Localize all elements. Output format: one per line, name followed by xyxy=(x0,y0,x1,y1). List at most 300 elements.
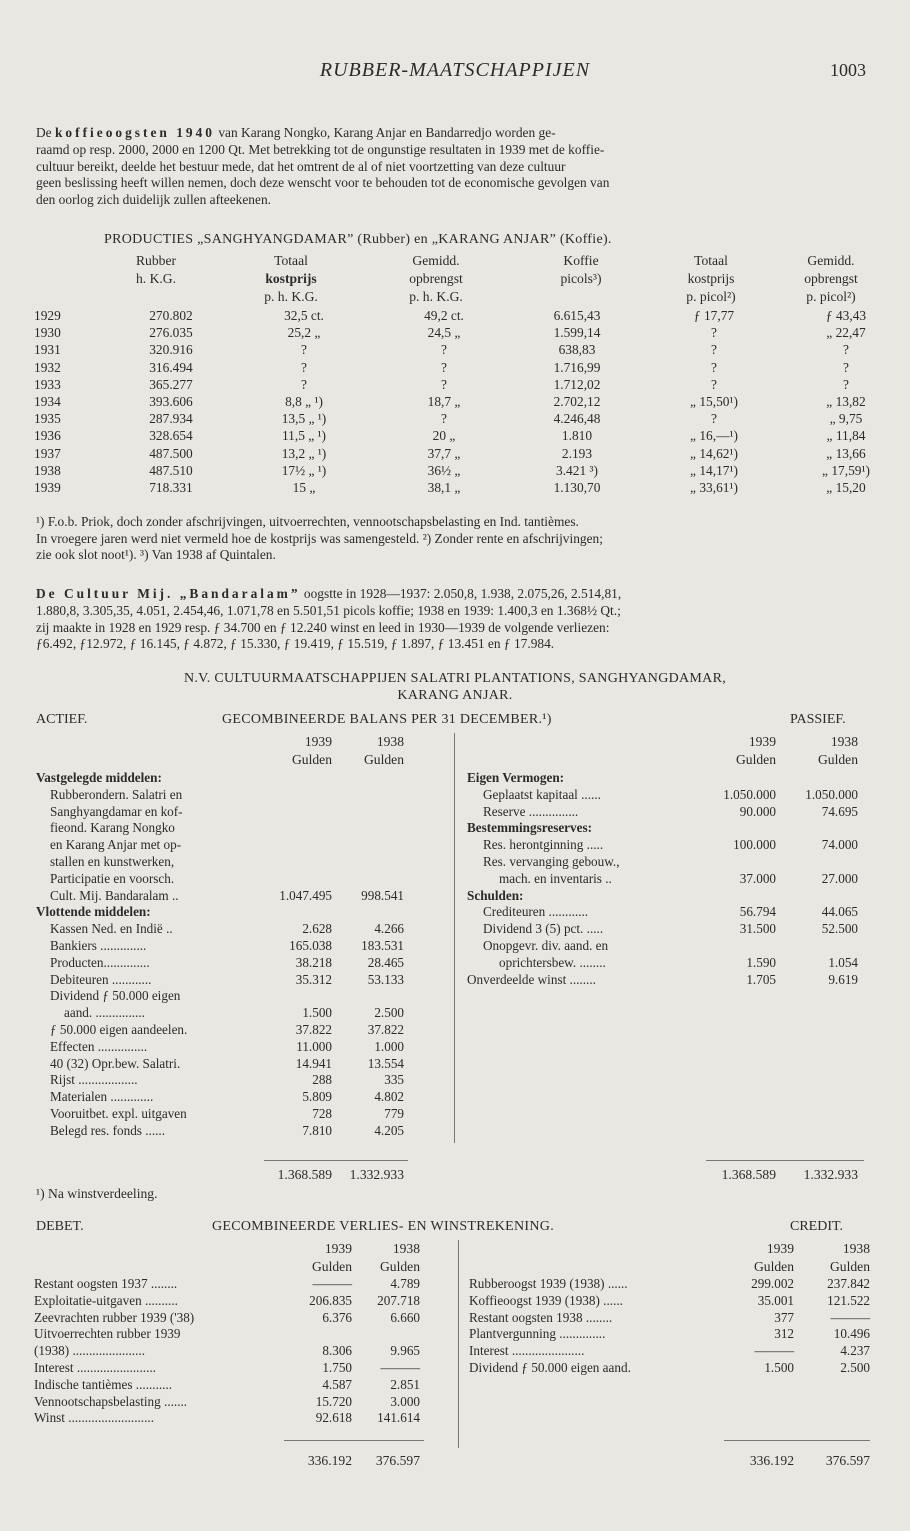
list-item xyxy=(36,1072,416,1089)
list-item xyxy=(36,820,416,837)
intro-spaced-heading: koffieoogsten 1940 xyxy=(54,125,215,140)
item-value-year2: 53.133 xyxy=(367,971,404,987)
item-value-year2: 779 xyxy=(384,1105,404,1121)
table-cell: 20 „ xyxy=(432,428,456,444)
productions-table xyxy=(34,307,904,496)
item-label: 40 (32) Opr.bew. Salatri. xyxy=(50,1055,181,1071)
table-cell: ƒ 43,43 xyxy=(825,308,867,324)
item-label: Vooruitbet. expl. uitgaven xyxy=(50,1105,187,1121)
item-label: Indische tantièmes ........... xyxy=(34,1376,173,1392)
item-label: Rubberoogst 1939 (1938) ...... xyxy=(469,1276,628,1291)
pl-credit-rule xyxy=(724,1440,870,1441)
total-credit-1939: 336.192 xyxy=(749,1453,794,1468)
pl-divider xyxy=(458,1240,459,1448)
company-title-line-1: N.V. CULTUURMAATSCHAPPIJEN SALATRI PLANTATIONS, SANGHYANGDAMAR, xyxy=(183,671,727,686)
item-label: Crediteuren ............ xyxy=(483,904,589,920)
list-item xyxy=(36,1106,416,1123)
item-label: Zeevrachten rubber 1939 ('38) xyxy=(34,1309,195,1325)
item-value-year2: 1.054 xyxy=(828,954,858,970)
item-label: (1938) ...................... xyxy=(34,1343,145,1359)
item-value-year1: 7.810 xyxy=(302,1122,332,1138)
item-label: Debiteuren ............ xyxy=(50,971,152,987)
table-row xyxy=(34,462,904,479)
pl-credit-year1: 1939 Gulden xyxy=(753,1241,794,1274)
table-cell: 1938 xyxy=(34,462,61,478)
table-cell: ? xyxy=(711,376,717,392)
footnote-1: ¹) F.o.b. Priok, doch zonder afschrijvingen, uitvoerrechten, vennootschapsbelasting en Ind. tantièmes. xyxy=(36,514,579,529)
table-cell: 1929 xyxy=(34,308,61,324)
item-label: Plantvergunning .............. xyxy=(469,1326,606,1342)
total-debet-1939: 336.192 xyxy=(307,1453,352,1468)
list-item xyxy=(36,938,416,955)
item-label: Dividend ƒ 50.000 eigen aand. xyxy=(469,1359,631,1375)
table-cell: 487.510 xyxy=(149,462,193,478)
table-cell: 320.916 xyxy=(149,342,193,358)
table-cell: 1932 xyxy=(34,359,61,375)
item-value-year2: 6.660 xyxy=(390,1309,420,1325)
list-item xyxy=(36,770,416,787)
intro-line-2: raamd op resp. 2000, 2000 en 1200 Qt. Met betrekking tot de ongunstige resultaten in 1939 met de koffie- xyxy=(36,141,605,157)
table-cell: „ 14,62¹) xyxy=(690,445,738,461)
list-item xyxy=(36,988,416,1005)
table-row xyxy=(34,445,904,462)
item-label: Winst .......................... xyxy=(34,1410,154,1426)
total-debet-1938: 376.597 xyxy=(375,1453,420,1468)
list-item xyxy=(469,1276,879,1293)
list-item xyxy=(34,1410,434,1427)
balance-actief-year2: 1938 Gulden xyxy=(363,734,404,767)
productions-footnotes xyxy=(36,514,872,564)
header-opbrengst-rubber: Gemidd. opbrengst p. h. K.G. xyxy=(409,253,463,304)
item-value-year2: 2.500 xyxy=(840,1359,870,1375)
item-label: Res. herontginning ..... xyxy=(483,837,604,853)
balance-divider xyxy=(454,733,455,1143)
table-row xyxy=(34,341,904,358)
item-label: Interest ........................ xyxy=(34,1359,156,1375)
list-item xyxy=(36,904,416,921)
item-label: Bankiers .............. xyxy=(50,937,147,953)
list-item xyxy=(467,837,867,854)
item-label: mach. en inventaris .. xyxy=(499,870,612,886)
table-cell: 13,2 „ ¹) xyxy=(281,445,327,461)
item-label: Bestemmingsreserves: xyxy=(467,820,592,836)
table-cell: 1.130,70 xyxy=(553,479,601,495)
list-item xyxy=(36,787,416,804)
pl-debet-list xyxy=(34,1276,434,1427)
item-label: Dividend 3 (5) pct. ..... xyxy=(483,921,604,937)
item-value-year1: 92.618 xyxy=(315,1410,352,1426)
item-label: Uitvoerrechten rubber 1939 xyxy=(34,1326,181,1342)
item-value-year2: 4.237 xyxy=(840,1343,870,1359)
balance-passief-rule xyxy=(706,1160,864,1161)
table-cell: „ 13,82 xyxy=(826,394,866,410)
list-item xyxy=(36,1022,416,1039)
item-value-year1: ——— xyxy=(312,1276,352,1291)
table-row xyxy=(34,427,904,444)
table-cell: 6.615,43 xyxy=(553,308,601,324)
table-cell: 1.810 xyxy=(561,428,593,444)
item-value-year1: 5.809 xyxy=(302,1089,332,1105)
item-label: Koffieoogst 1939 (1938) ...... xyxy=(469,1292,623,1308)
item-value-year1: 288 xyxy=(312,1072,332,1088)
table-cell: 1.712,02 xyxy=(553,376,601,392)
item-value-year2: 10.496 xyxy=(833,1326,870,1342)
balance-actief-head: ACTIEF. xyxy=(36,712,88,727)
balance-actief-list xyxy=(36,770,416,1140)
list-item xyxy=(34,1276,434,1293)
table-cell: 24,5 „ xyxy=(427,325,461,341)
pl-debet-head: DEBET. xyxy=(36,1219,84,1234)
table-cell: 365.277 xyxy=(149,376,193,392)
pl-credit-year2: 1938 Gulden xyxy=(829,1241,870,1274)
list-item xyxy=(36,1089,416,1106)
table-cell: 11,5 „ ¹) xyxy=(281,428,327,444)
table-cell: 1936 xyxy=(34,428,61,444)
item-value-year1: 8.306 xyxy=(322,1343,352,1359)
table-cell: 2.193 xyxy=(561,445,593,461)
item-value-year2: 9.619 xyxy=(828,971,858,987)
intro-line-5: den oorlog zich duidelijk zullen afteekenen. xyxy=(36,192,271,208)
bandaralam-paragraph xyxy=(36,586,868,653)
item-label: Schulden: xyxy=(467,887,524,903)
item-value-year2: 2.500 xyxy=(374,1005,404,1021)
intro-line-1: De koffieoogsten 1940 van Karang Nongko, Karang Anjar en Bandarredjo worden ge- xyxy=(36,125,556,140)
list-item xyxy=(36,1056,416,1073)
bandaralam-line-4: ƒ6.492, ƒ12.972, ƒ 16.145, ƒ 4.872, ƒ 15.330, ƒ 19.419, ƒ 15.519, ƒ 1.897, ƒ 13.451 en ƒ 17.984. xyxy=(36,636,555,652)
item-label: Participatie en voorsch. xyxy=(50,870,175,886)
pl-debet-rule xyxy=(284,1440,424,1441)
item-value-year2: 9.965 xyxy=(390,1343,420,1359)
list-item xyxy=(34,1343,434,1360)
item-value-year1: 1.590 xyxy=(746,954,776,970)
list-item xyxy=(467,820,867,837)
item-label: stallen en kunstwerken, xyxy=(50,853,175,869)
item-value-year1: 299.002 xyxy=(751,1276,794,1291)
item-value-year2: 141.614 xyxy=(377,1410,420,1426)
item-value-year1: 1.750 xyxy=(322,1359,352,1375)
table-cell: „ 15,20 xyxy=(826,479,866,495)
item-value-year1: 38.218 xyxy=(295,954,332,970)
table-cell: 2.702,12 xyxy=(553,394,601,410)
list-item xyxy=(36,972,416,989)
running-title: RUBBER-MAATSCHAPPIJEN xyxy=(319,59,591,81)
item-label: Sanghyangdamar en kof- xyxy=(50,803,183,819)
table-cell: 638,83 xyxy=(558,342,596,358)
item-label: Restant oogsten 1937 ........ xyxy=(34,1276,178,1291)
balance-passief-head: PASSIEF. xyxy=(790,712,846,727)
item-label: Belegd res. fonds ...... xyxy=(50,1122,166,1138)
balance-actief-year1: 1939 Gulden xyxy=(291,734,332,767)
item-value-year1: 35.312 xyxy=(295,971,332,987)
item-value-year1: 37.822 xyxy=(295,1021,332,1037)
list-item xyxy=(34,1293,434,1310)
balance-passief-year2: 1938 Gulden xyxy=(817,734,858,767)
page-number: 1003 xyxy=(830,60,866,80)
table-cell: ? xyxy=(441,411,447,427)
item-value-year1: 1.500 xyxy=(764,1359,794,1375)
productions-title: PRODUCTIES „SANGHYANGDAMAR” (Rubber) en „KARANG ANJAR” (Koffie). xyxy=(104,232,612,247)
list-item xyxy=(34,1377,434,1394)
table-row xyxy=(34,376,904,393)
balance-passief-year1: 1939 Gulden xyxy=(735,734,776,767)
item-value-year2: 37.822 xyxy=(367,1021,404,1037)
intro-line-3: cultuur bereikt, deelde het bestuur mede, dat het omtrent de al of niet voortzetting van deze cultuur xyxy=(36,158,566,174)
item-value-year1: 37.000 xyxy=(739,870,776,886)
table-cell: 4.246,48 xyxy=(553,411,601,427)
bandaralam-line-1: De Cultuur Mij. „Bandaralam” oogstte in 1928—1937: 2.050,8, 1.938, 2.075,26, 2.514,81, xyxy=(36,586,622,601)
table-cell: 13,5 „ ¹) xyxy=(281,411,327,427)
list-item xyxy=(467,972,867,989)
list-item xyxy=(36,1123,416,1140)
footnote-3: zie ook slot noot¹). ³) Van 1938 af Quintalen. xyxy=(36,547,276,563)
balance-footnote: ¹) Na winstverdeeling. xyxy=(36,1186,158,1201)
table-cell: ? xyxy=(441,359,447,375)
list-item xyxy=(469,1293,879,1310)
item-value-year1: 4.587 xyxy=(322,1376,352,1392)
table-cell: ? xyxy=(711,359,717,375)
table-cell: 25,2 „ xyxy=(287,325,321,341)
item-value-year1: 90.000 xyxy=(739,803,776,819)
table-cell: 1930 xyxy=(34,325,61,341)
table-cell: ? xyxy=(843,359,849,375)
item-label: Vlottende middelen: xyxy=(36,904,151,920)
list-item xyxy=(467,904,867,921)
intro-line-4: geen beslissing heeft willen nemen, doch deze wenscht voor te behouden tot de economische gevolgen van xyxy=(36,175,610,191)
item-label: Materialen ............. xyxy=(50,1089,154,1105)
balance-actief-rule xyxy=(264,1160,408,1161)
table-row xyxy=(34,410,904,427)
table-cell: ? xyxy=(711,411,717,427)
total-passief-1939: 1.368.589 xyxy=(721,1167,776,1182)
item-value-year2: 183.531 xyxy=(361,937,404,953)
list-item xyxy=(467,770,867,787)
list-item xyxy=(467,854,867,871)
table-cell: 8,8 „ ¹) xyxy=(285,394,323,410)
item-value-year1: 31.500 xyxy=(739,921,776,937)
item-label: Kassen Ned. en Indië .. xyxy=(50,921,173,937)
table-cell: 1.716,99 xyxy=(553,359,601,375)
table-cell: 328.654 xyxy=(149,428,193,444)
list-item xyxy=(36,921,416,938)
item-label: Res. vervanging gebouw., xyxy=(483,853,620,869)
list-item xyxy=(36,955,416,972)
list-item xyxy=(469,1343,879,1360)
table-row xyxy=(34,359,904,376)
item-value-year2: 237.842 xyxy=(827,1276,870,1291)
item-value-year2: 207.718 xyxy=(377,1292,420,1308)
item-value-year2: 121.522 xyxy=(827,1292,870,1308)
header-rubber: Rubber h. K.G. xyxy=(135,253,177,286)
table-cell: 1937 xyxy=(34,445,61,461)
intro-paragraph xyxy=(36,125,868,209)
item-label: Producten.............. xyxy=(50,954,150,970)
item-value-year1: 6.376 xyxy=(322,1309,352,1325)
list-item xyxy=(467,804,867,821)
item-label: Eigen Vermogen: xyxy=(467,770,565,785)
table-cell: ƒ 17,77 xyxy=(693,308,735,324)
item-value-year2: 1.050.000 xyxy=(805,786,858,802)
total-credit-1938: 376.597 xyxy=(825,1453,870,1468)
list-item xyxy=(34,1326,434,1343)
table-cell: ? xyxy=(441,376,447,392)
table-cell: ? xyxy=(711,342,717,358)
table-cell: 17½ „ ¹) xyxy=(281,462,327,478)
bandaralam-line-3: zij maakte in 1928 en 1929 resp. ƒ 34.700 en ƒ 12.240 winst en leed in 1930—1939 de volgende verliezen: xyxy=(36,619,610,635)
table-row xyxy=(34,307,904,324)
item-label: oprichtersbew. ........ xyxy=(499,954,606,970)
item-value-year2: ——— xyxy=(380,1359,420,1375)
table-cell: 270.802 xyxy=(149,308,193,324)
table-row xyxy=(34,393,904,410)
table-cell: 718.331 xyxy=(149,479,193,495)
item-value-year2: 74.000 xyxy=(821,837,858,853)
table-cell: 15 „ xyxy=(292,479,316,495)
list-item xyxy=(467,871,867,888)
item-label: en Karang Anjar met op- xyxy=(50,837,182,853)
item-value-year2: 28.465 xyxy=(367,954,404,970)
item-label: aand. ............... xyxy=(64,1005,145,1021)
table-cell: 1934 xyxy=(34,394,61,410)
table-cell: „ 33,61¹) xyxy=(690,479,738,495)
item-value-year1: 1.047.495 xyxy=(279,887,332,903)
table-cell: „ 9,75 xyxy=(829,411,863,427)
list-item xyxy=(34,1360,434,1377)
item-value-year1: 35.001 xyxy=(757,1292,794,1308)
item-value-year2: 2.851 xyxy=(390,1376,420,1392)
pl-credit-head: CREDIT. xyxy=(790,1219,844,1234)
table-row xyxy=(34,479,904,496)
bandaralam-heading: De Cultuur Mij. „Bandaralam” xyxy=(36,586,301,601)
list-item xyxy=(467,955,867,972)
balance-passief-list xyxy=(467,770,867,988)
item-value-year2: 998.541 xyxy=(361,887,404,903)
table-cell: ? xyxy=(301,342,307,358)
table-cell: 1931 xyxy=(34,342,61,358)
item-label: Onopgevr. div. aand. en xyxy=(483,937,609,953)
item-label: Effecten ............... xyxy=(50,1038,148,1054)
table-cell: „ 14,17¹) xyxy=(690,462,738,478)
pl-title: GECOMBINEERDE VERLIES- EN WINSTREKENING. xyxy=(212,1219,555,1234)
pl-debet-year1: 1939 Gulden xyxy=(311,1241,352,1274)
footnote-2: In vroegere jaren werd niet vermeld hoe de kostprijs was samengesteld. ²) Zonder rente en afschrijvingen; xyxy=(36,530,603,546)
table-cell: 38,1 „ xyxy=(427,479,461,495)
pl-debet-year2: 1938 Gulden xyxy=(379,1241,420,1274)
balance-title: GECOMBINEERDE BALANS PER 31 DECEMBER.¹) xyxy=(222,712,552,727)
table-cell: „ 16,—¹) xyxy=(690,428,738,444)
list-item xyxy=(469,1310,879,1327)
item-label: Interest ...................... xyxy=(469,1343,585,1359)
item-value-year2: 3.000 xyxy=(390,1393,420,1409)
item-value-year2: 44.065 xyxy=(821,904,858,920)
page-header xyxy=(0,59,910,88)
pl-credit-list xyxy=(469,1276,879,1377)
item-value-year2: 1.000 xyxy=(374,1038,404,1054)
list-item xyxy=(34,1310,434,1327)
list-item xyxy=(36,1005,416,1022)
item-label: Rijst .................. xyxy=(50,1072,138,1088)
item-value-year2: 27.000 xyxy=(821,870,858,886)
table-cell: „ 22,47 xyxy=(826,325,866,341)
table-cell: 276.035 xyxy=(149,325,193,341)
item-label: Vastgelegde middelen: xyxy=(36,770,162,785)
item-value-year2: 335 xyxy=(384,1072,404,1088)
table-cell: 316.494 xyxy=(149,359,193,375)
table-cell: 36½ „ xyxy=(427,462,461,478)
list-item xyxy=(36,837,416,854)
item-value-year1: 100.000 xyxy=(733,837,776,853)
item-value-year1: 15.720 xyxy=(315,1393,352,1409)
table-cell: ? xyxy=(843,342,849,358)
table-cell: „ 17,59¹) xyxy=(822,462,870,478)
item-value-year2: 4.266 xyxy=(374,921,404,937)
table-row xyxy=(34,324,904,341)
list-item xyxy=(467,938,867,955)
header-opbrengst-koffie: Gemidd. opbrengst p. picol²) xyxy=(804,253,858,304)
item-value-year1: 1.050.000 xyxy=(723,786,776,802)
list-item xyxy=(469,1360,879,1377)
item-value-year2: 52.500 xyxy=(821,921,858,937)
bandaralam-line-2: 1.880,8, 3.305,35, 4.051, 2.454,46, 1.071,78 en 5.501,51 picols koffie; 1938 en 1939: 1.400,3 en 1.368½ Qt.; xyxy=(36,602,621,618)
list-item xyxy=(469,1326,879,1343)
table-cell: 393.606 xyxy=(149,394,193,410)
item-value-year2: 4.802 xyxy=(374,1089,404,1105)
item-label: Cult. Mij. Bandaralam .. xyxy=(50,887,179,903)
list-item xyxy=(36,854,416,871)
item-label: Dividend ƒ 50.000 eigen xyxy=(50,988,181,1004)
item-value-year1: 165.038 xyxy=(289,937,332,953)
item-value-year1: 206.835 xyxy=(309,1292,352,1308)
item-value-year1: 56.794 xyxy=(739,904,776,920)
company-title-line-2: KARANG ANJAR. xyxy=(397,688,513,703)
list-item xyxy=(36,804,416,821)
item-value-year1: 1.500 xyxy=(302,1005,332,1021)
list-item xyxy=(34,1394,434,1411)
table-cell: 287.934 xyxy=(149,411,193,427)
item-value-year1: 11.000 xyxy=(296,1038,332,1054)
item-label: Onverdeelde winst ........ xyxy=(467,971,596,987)
list-item xyxy=(36,871,416,888)
item-value-year1: 1.705 xyxy=(746,971,776,987)
table-cell: 1939 xyxy=(34,479,61,495)
item-value-year1: ——— xyxy=(754,1343,794,1359)
list-item xyxy=(467,888,867,905)
item-value-year2: ——— xyxy=(830,1309,870,1325)
table-cell: 32,5 ct. xyxy=(284,308,324,324)
table-cell: 49,2 ct. xyxy=(424,308,464,324)
list-item xyxy=(467,787,867,804)
item-value-year2: 4.789 xyxy=(390,1276,420,1291)
header-kostprijs-rubber: Totaal kostprijs p. h. K.G. xyxy=(264,253,318,304)
item-label: Geplaatst kapitaal ...... xyxy=(483,786,601,802)
item-label: Reserve ............... xyxy=(483,803,579,819)
table-cell: „ 11,84 xyxy=(826,428,866,444)
item-value-year1: 312 xyxy=(774,1326,794,1342)
item-value-year1: 14.941 xyxy=(295,1055,332,1071)
table-cell: ? xyxy=(301,359,307,375)
item-label: Rubberondern. Salatri en xyxy=(50,786,183,802)
list-item xyxy=(467,921,867,938)
table-cell: 1.599,14 xyxy=(553,325,601,341)
table-cell: ? xyxy=(441,342,447,358)
item-value-year2: 4.205 xyxy=(374,1122,404,1138)
table-cell: 18,7 „ xyxy=(427,394,461,410)
table-cell: ? xyxy=(711,325,717,341)
list-item xyxy=(36,888,416,905)
table-cell: ? xyxy=(843,376,849,392)
table-cell: 3.421 ³) xyxy=(556,462,598,478)
item-label: Vennootschapsbelasting ....... xyxy=(34,1393,188,1409)
item-value-year2: 74.695 xyxy=(821,803,858,819)
